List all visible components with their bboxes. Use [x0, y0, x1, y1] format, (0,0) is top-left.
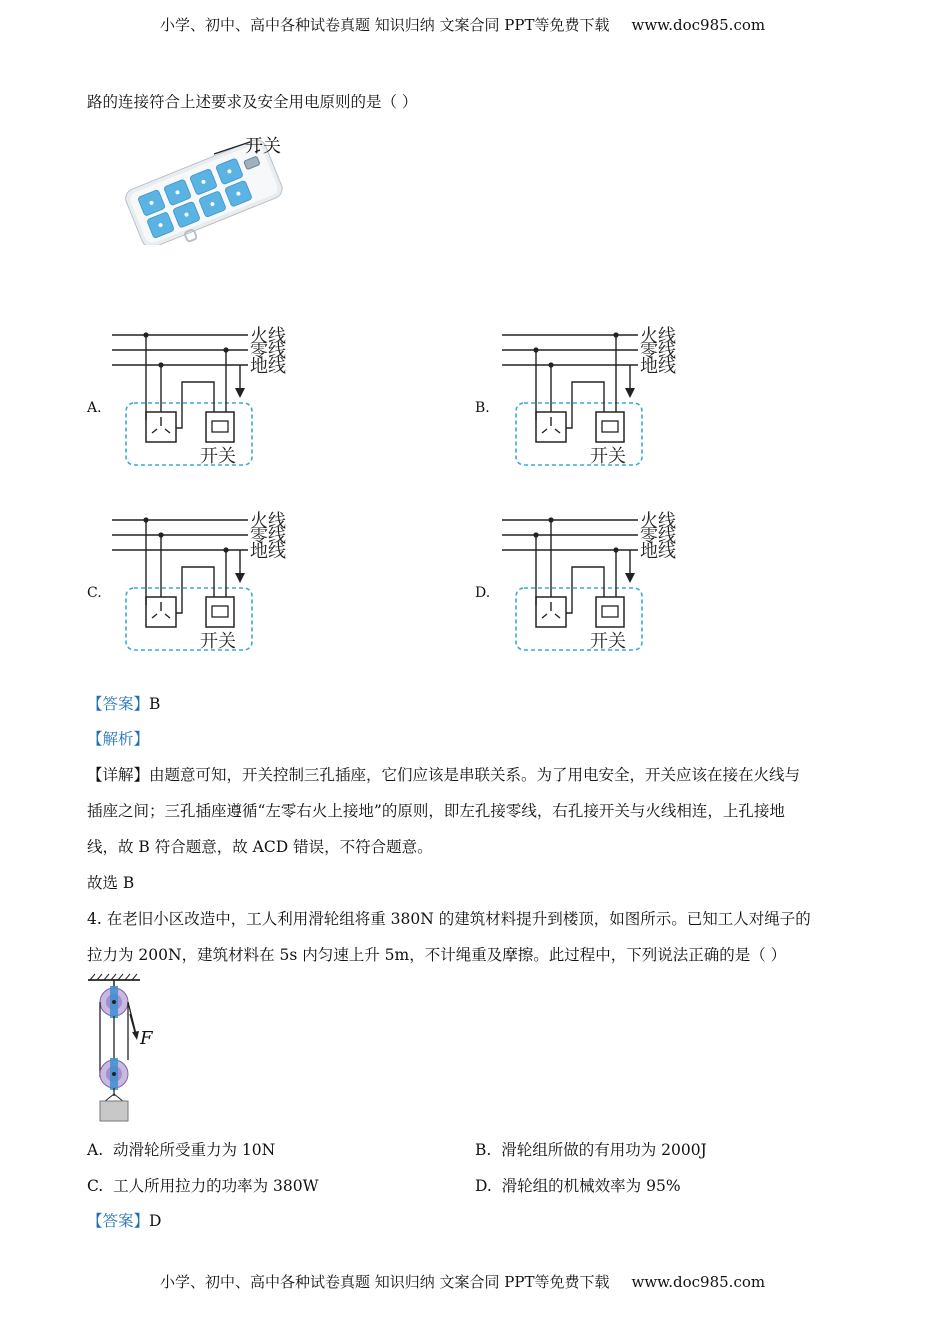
answer-tag: 【答案】	[87, 1212, 150, 1230]
page-header	[160, 14, 765, 35]
junction-dot	[158, 362, 163, 367]
option-d-label[interactable]: D.	[475, 585, 491, 601]
load-block	[100, 1101, 128, 1121]
strip-hook	[184, 229, 197, 242]
q4-option-c[interactable]	[87, 1174, 319, 1196]
junction-dot	[548, 517, 553, 522]
answer-tag: 【答案】	[87, 695, 150, 713]
q4-option-d[interactable]	[475, 1174, 681, 1196]
socket-icon	[146, 597, 176, 627]
option-c-label[interactable]: C.	[87, 585, 102, 601]
header-text: 小学、初中、高中各种试卷真题 知识归纳 文案合同 PPT等免费下载	[160, 16, 610, 34]
option-text: 滑轮组所做的有用功为 2000J	[501, 1141, 707, 1159]
socket-icon	[536, 412, 566, 442]
q4-stem-line-1: 4. 在老旧小区改造中，工人利用滑轮组将重 380N 的建筑材料提升到楼顶，如图所示。已知工人对绳子的	[87, 910, 811, 928]
q4-stem-line-2: 拉力为 200N，建筑材料在 5s 内匀速上升 5m，不计绳重及摩擦。此过程中，下列说法正确的是（ ）	[87, 946, 787, 964]
q3-stem-tail: 路的连接符合上述要求及安全用电原则的是（ ）	[87, 93, 418, 111]
option-text: 工人所用拉力的功率为 380W	[113, 1177, 319, 1195]
circuit-option-b[interactable]	[498, 320, 698, 470]
force-label: F	[140, 1028, 153, 1049]
wire-label: 火线	[640, 326, 676, 347]
analysis-tag: 【解析】	[87, 730, 150, 748]
socket-icon	[536, 597, 566, 627]
wire-label: 地线	[250, 356, 286, 377]
wire-label: 零线	[250, 526, 286, 547]
q3-answer	[87, 692, 160, 714]
junction-dot	[143, 332, 148, 337]
option-b-label[interactable]: B.	[475, 400, 490, 416]
wire-label: 零线	[250, 341, 286, 362]
page-footer	[160, 1271, 765, 1292]
junction-dot	[223, 547, 228, 552]
option-letter: D.	[475, 1177, 492, 1195]
option-letter: B.	[475, 1141, 492, 1159]
wire-label: 地线	[640, 356, 676, 377]
detail-line-3: 线，故 B 符合题意，故 ACD 错误，不符合题意。	[87, 838, 433, 856]
ground-arrow-head	[235, 388, 245, 398]
footer-url[interactable]: www.doc985.com	[631, 1273, 766, 1291]
wire-label: 地线	[250, 541, 286, 562]
wire-label: 地线	[640, 541, 676, 562]
q4-option-b[interactable]	[475, 1138, 707, 1160]
circuit-option-c[interactable]	[108, 505, 308, 655]
strip-leader-line	[212, 138, 252, 158]
junction-dot	[613, 332, 618, 337]
switch-icon	[206, 412, 234, 442]
q4-option-a[interactable]	[87, 1138, 275, 1160]
detail-line-1	[87, 763, 800, 785]
junction-dot	[158, 532, 163, 537]
socket-icon	[146, 412, 176, 442]
answer-value: B	[149, 695, 161, 713]
option-a-label[interactable]: A.	[87, 400, 102, 416]
ground-arrow-head	[625, 388, 635, 398]
switch-icon	[206, 597, 234, 627]
detail-line-2: 插座之间；三孔插座遵循“左零右火上接地”的原则，即左孔接零线，右孔接开关与火线相连，上孔接地	[87, 802, 785, 820]
junction-dot	[533, 532, 538, 537]
wire-label: 零线	[640, 341, 676, 362]
option-letter: C.	[87, 1177, 104, 1195]
junction-dot	[143, 517, 148, 522]
conclusion: 故选 B	[87, 874, 135, 892]
circuit-option-a[interactable]	[108, 320, 308, 470]
option-text: 动滑轮所受重力为 10N	[112, 1141, 276, 1159]
switch-label: 开关	[200, 631, 236, 652]
q4-answer	[87, 1209, 161, 1231]
junction-dot	[548, 362, 553, 367]
answer-value: D	[149, 1212, 162, 1230]
wire-label: 火线	[640, 511, 676, 532]
header-url[interactable]: www.doc985.com	[631, 16, 766, 34]
circuit-option-d[interactable]	[498, 505, 698, 655]
ground-arrow-head	[235, 573, 245, 583]
wire-label: 火线	[250, 326, 286, 347]
switch-label: 开关	[590, 631, 626, 652]
option-text: 滑轮组的机械效率为 95%	[501, 1177, 681, 1195]
junction-dot	[533, 347, 538, 352]
footer-text: 小学、初中、高中各种试卷真题 知识归纳 文案合同 PPT等免费下载	[160, 1273, 610, 1291]
switch-icon	[596, 597, 624, 627]
strip-switch-label: 开关	[245, 136, 281, 157]
detail-text-1: 由题意可知，开关控制三孔插座，它们应该是串联关系。为了用电安全，开关应该在接在火线与	[149, 766, 801, 784]
switch-label: 开关	[590, 446, 626, 467]
junction-dot	[613, 547, 618, 552]
option-letter: A.	[87, 1141, 104, 1159]
switch-label: 开关	[200, 446, 236, 467]
pulley-figure	[84, 972, 174, 1127]
wire-label: 零线	[640, 526, 676, 547]
ground-arrow-head	[625, 573, 635, 583]
switch-icon	[596, 412, 624, 442]
wire-label: 火线	[250, 511, 286, 532]
detail-tag: 【详解】	[87, 766, 150, 784]
junction-dot	[223, 347, 228, 352]
